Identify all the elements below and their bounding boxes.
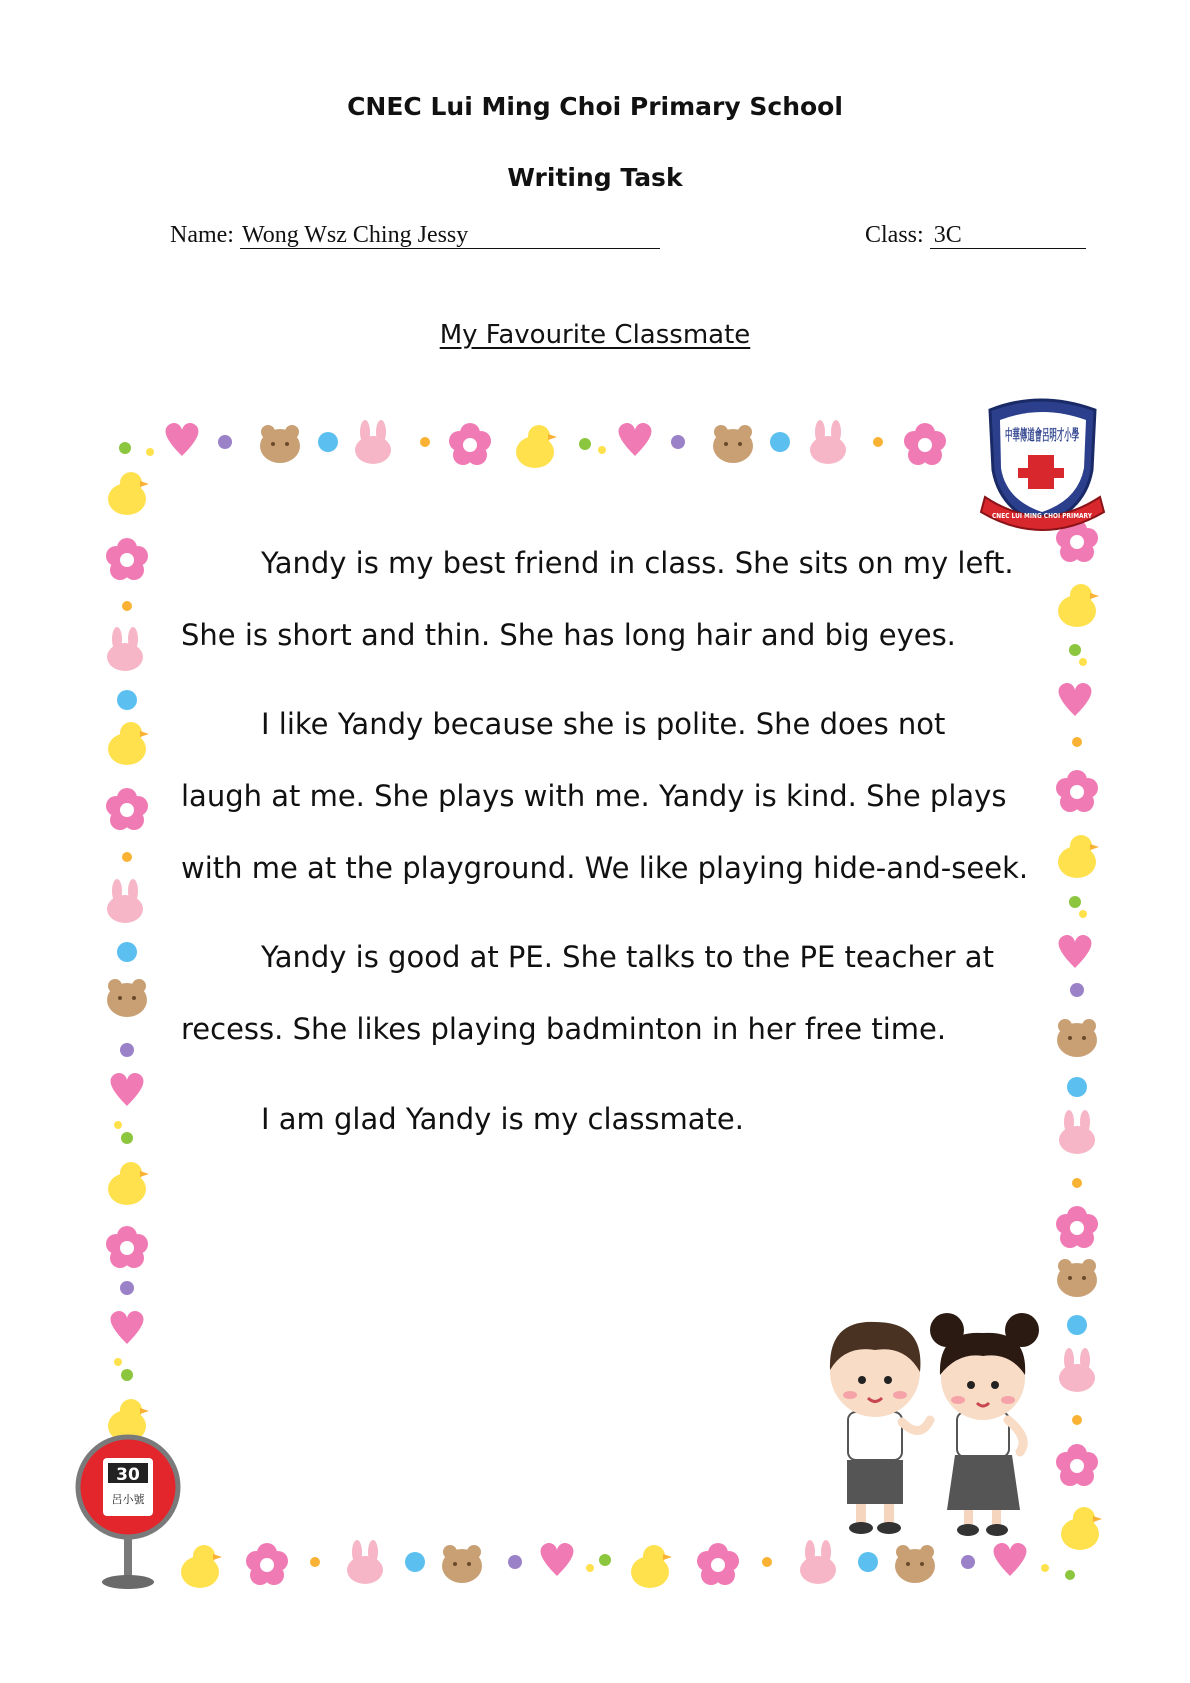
essay-paragraph-2: I like Yandy because she is polite. She does not laugh at me. She plays with me. Yandy is kind. She plays with me at the playground. We like playing hide-and-seek. [181,707,1029,885]
bear-icon [260,425,300,463]
dot-icon [586,1564,594,1572]
bunny-icon [810,420,846,464]
bunny-icon [1059,1348,1095,1392]
class-value: 3C [930,222,1086,249]
dot-icon [122,852,132,862]
dot-icon [114,1121,122,1129]
dot-icon [961,1555,975,1569]
flower-icon [697,1543,739,1585]
dot-icon [1069,644,1081,656]
crest-english-text: CNEC LUI MING CHOI PRIMARY [992,512,1093,520]
dot-icon [770,432,790,452]
dot-icon [405,1552,425,1572]
dot-icon [121,1369,133,1381]
dot-icon [1072,737,1082,747]
flower-icon [1056,770,1098,812]
dot-icon [1079,658,1087,666]
heart-icon [1059,935,1092,968]
border-right-column [1056,520,1102,1550]
duck-icon [631,1545,672,1588]
dot-icon [122,601,132,611]
duck-icon [108,472,149,515]
essay-title-text: My Favourite Classmate [439,320,751,350]
name-label: Name: [170,222,240,248]
bear-icon [107,979,147,1017]
dot-icon [420,437,430,447]
dot-icon [1067,1315,1087,1335]
flower-icon [904,423,946,465]
dot-icon [508,1555,522,1569]
flower-icon [1056,1444,1098,1486]
bear-icon [713,425,753,463]
dot-icon [310,1557,320,1567]
heart-icon [1059,683,1092,716]
bus-route-number: 30 [116,1465,140,1485]
dot-icon [1067,1077,1087,1097]
dot-icon [119,442,131,454]
dot-icon [318,432,338,452]
essay-paragraph-3: Yandy is good at PE. She talks to the PE teacher at recess. She likes playing badminton in her free time. [181,940,994,1046]
girl-icon [930,1313,1039,1536]
essay-paragraph-1: Yandy is my best friend in class. She sits on my left. She is short and thin. She has long hair and big eyes. [181,546,1014,652]
border-left-column [106,472,149,1442]
dot-icon [117,690,137,710]
dot-icon [1072,1178,1082,1188]
bus-stop-name: 呂小號 [111,1493,145,1506]
flower-icon [449,423,491,465]
class-label: Class: [865,222,930,248]
dot-icon [120,1043,134,1057]
dot-icon [146,448,154,456]
dot-icon [1072,1415,1082,1425]
heart-icon [619,423,652,456]
dot-icon [1065,1570,1075,1580]
flower-icon [1056,1206,1098,1248]
dot-icon [873,437,883,447]
dot-icon [121,1132,133,1144]
dot-icon [114,1358,122,1366]
essay-paragraph-4: I am glad Yandy is my classmate. [261,1102,744,1136]
flower-icon [106,538,148,580]
flower-icon [106,788,148,830]
boy-icon [830,1322,930,1534]
heart-icon [166,423,199,456]
school-crest-logo [981,400,1104,530]
flower-icon [106,1226,148,1268]
dot-icon [117,942,137,962]
heart-icon [541,1543,574,1576]
heart-icon [111,1073,144,1106]
crest-chinese-text: 中華傳道會呂明才小學 [1005,426,1079,444]
bunny-icon [107,627,143,671]
heart-icon [994,1543,1027,1576]
heart-icon [111,1311,144,1344]
flower-icon [246,1543,288,1585]
dot-icon [1069,896,1081,908]
bunny-icon [107,879,143,923]
bear-icon [895,1545,935,1583]
dot-icon [858,1552,878,1572]
bunny-icon [355,420,391,464]
name-value: Wong Wsz Ching Jessy [240,222,660,249]
dot-icon [599,1554,611,1566]
duck-icon [1058,584,1099,627]
dot-icon [1070,983,1084,997]
dot-icon [120,1281,134,1295]
bus-stop-sign [78,1437,178,1589]
bear-icon [1057,1019,1097,1057]
dot-icon [218,435,232,449]
dot-icon [598,446,606,454]
bear-icon [442,1545,482,1583]
duck-icon [181,1545,222,1588]
duck-icon [1058,835,1099,878]
task-title: Writing Task [507,163,683,192]
dot-icon [762,1557,772,1567]
border-top-row [119,420,946,468]
kids-illustration [830,1313,1039,1536]
dot-icon [671,435,685,449]
dot-icon [1079,910,1087,918]
duck-icon [516,425,557,468]
bunny-icon [347,1540,383,1584]
duck-icon [108,722,149,765]
bunny-icon [1059,1110,1095,1154]
school-name: CNEC Lui Ming Choi Primary School [347,92,843,121]
border-bottom-row [181,1540,1075,1588]
duck-icon [108,1162,149,1205]
dot-icon [1041,1564,1049,1572]
dot-icon [579,438,591,450]
bear-icon [1057,1259,1097,1297]
duck-icon [1061,1507,1102,1550]
bunny-icon [800,1540,836,1584]
